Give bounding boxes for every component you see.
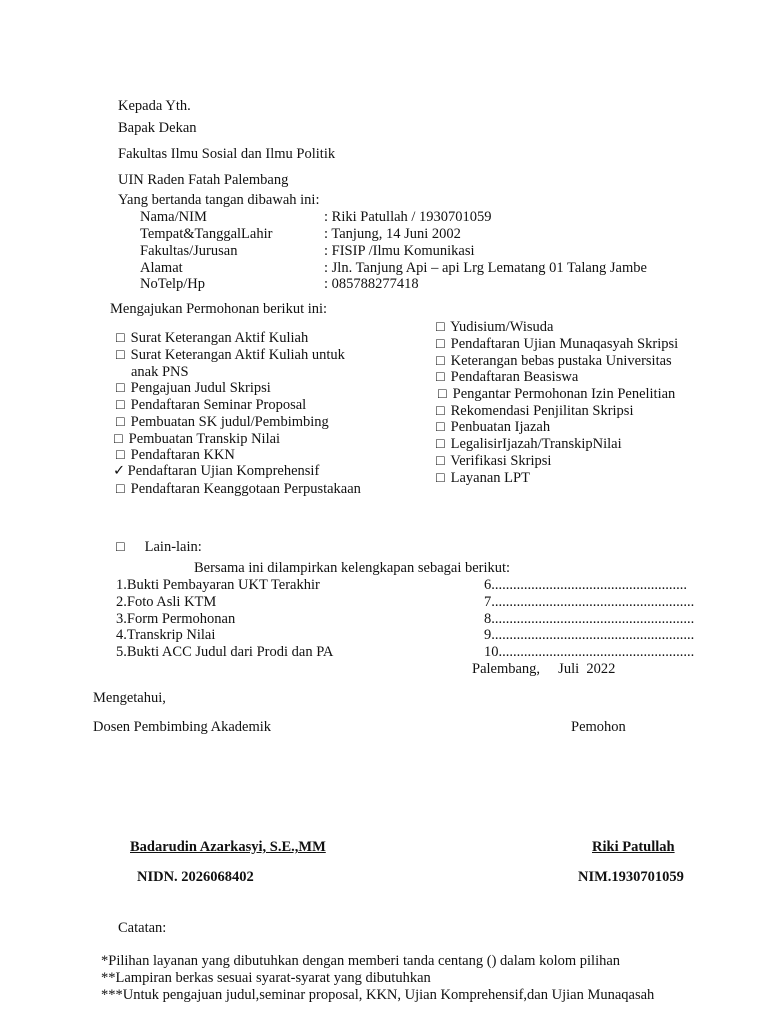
addressee-line-4: UIN Raden Fatah Palembang <box>118 172 289 188</box>
option-label: Pengantar Permohonan Izin Penelitian <box>452 386 676 402</box>
attachment-blank[interactable]: 10...................................................... <box>484 644 695 660</box>
checkbox-icon[interactable]: □ <box>116 539 125 555</box>
addressee-line-1: Kepada Yth. <box>118 98 191 114</box>
option-label: Pendaftaran Ujian Munaqasyah Skripsi <box>450 336 679 352</box>
option-item[interactable] <box>114 431 280 448</box>
attachment-item: 3.Form Permohonan <box>116 611 236 627</box>
identity-value: : Riki Patullah / 1930701059 <box>324 209 492 225</box>
option-item[interactable] <box>116 414 329 431</box>
check-mark-icon[interactable]: ✓ <box>113 463 126 479</box>
checkbox-icon[interactable]: □ <box>436 353 445 369</box>
option-item[interactable] <box>438 386 675 403</box>
checkbox-icon[interactable]: □ <box>436 336 445 352</box>
option-label: Surat Keterangan Aktif Kuliah untuk <box>130 347 345 363</box>
checkbox-icon[interactable]: □ <box>436 453 445 469</box>
identity-label: Fakultas/Jurusan <box>140 243 238 259</box>
checkbox-icon[interactable]: □ <box>436 369 445 385</box>
checkbox-icon[interactable]: □ <box>116 447 125 463</box>
option-label: Penbuatan Ijazah <box>450 419 551 435</box>
checkbox-icon[interactable]: □ <box>116 414 125 430</box>
option-label: Pendaftaran KKN <box>130 447 235 463</box>
checkbox-icon[interactable]: □ <box>438 386 447 402</box>
option-label: Pendaftaran Keanggotaan Perpustakaan <box>130 481 361 497</box>
option-item[interactable] <box>116 397 306 414</box>
applicant-name: Riki Patullah <box>592 839 675 855</box>
option-item[interactable] <box>116 539 202 556</box>
addressee-line-3: Fakultas Ilmu Sosial dan Ilmu Politik <box>118 146 336 162</box>
attachment-blank[interactable]: 7........................................................ <box>484 594 695 610</box>
option-label-continued: anak PNS <box>131 364 189 380</box>
option-item[interactable] <box>436 453 551 470</box>
acknowledged-label: Mengetahui, <box>93 690 166 706</box>
attachment-item: 5.Bukti ACC Judul dari Prodi dan PA <box>116 644 334 660</box>
attachment-blank[interactable]: 9........................................................ <box>484 627 695 643</box>
note-item: *Pilihan layanan yang dibutuhkan dengan memberi tanda centang () dalam kolom pilihan <box>101 953 621 969</box>
identity-label: Tempat&TanggalLahir <box>140 226 273 242</box>
option-label: Pembuatan Transkip Nilai <box>128 431 281 447</box>
option-label: Lain-lain: <box>144 539 202 555</box>
option-label: Pendaftaran Beasiswa <box>450 369 579 385</box>
option-label: Pembuatan SK judul/Pembimbing <box>130 414 329 430</box>
checkbox-icon[interactable]: □ <box>436 436 445 452</box>
checkbox-icon[interactable]: □ <box>436 419 445 435</box>
option-item[interactable] <box>436 369 578 386</box>
option-item[interactable] <box>436 336 678 353</box>
identity-label: Alamat <box>140 260 183 276</box>
identity-value: : Tanjung, 14 Juni 2002 <box>324 226 461 242</box>
identity-value: : Jln. Tanjung Api – api Lrg Lematang 01 Talang Jambe <box>324 260 647 276</box>
identity-label: Nama/NIM <box>140 209 207 225</box>
option-label: LegalisirIjazah/TranskipNilai <box>450 436 622 452</box>
option-label: Pendaftaran Seminar Proposal <box>130 397 307 413</box>
option-item[interactable] <box>436 403 633 420</box>
option-item[interactable] <box>436 470 530 487</box>
attachment-item: 1.Bukti Pembayaran UKT Terakhir <box>116 577 320 593</box>
option-label: Verifikasi Skripsi <box>450 453 552 469</box>
checkbox-icon[interactable]: □ <box>114 431 123 447</box>
option-label: Pendaftaran Ujian Komprehensif <box>127 463 320 479</box>
advisor-id: NIDN. 2026068402 <box>137 869 254 885</box>
intro-text: Yang bertanda tangan dibawah ini: <box>118 192 320 208</box>
option-item[interactable] <box>116 481 361 498</box>
attachment-blank[interactable]: 8........................................................ <box>484 611 695 627</box>
option-label: Rekomendasi Penjilitan Skripsi <box>450 403 634 419</box>
option-item[interactable] <box>116 330 308 347</box>
advisor-role: Dosen Pembimbing Akademik <box>93 719 272 735</box>
option-label: Pengajuan Judul Skripsi <box>130 380 271 396</box>
option-item[interactable] <box>436 419 550 436</box>
identity-value: : FISIP /Ilmu Komunikasi <box>324 243 475 259</box>
request-heading: Mengajukan Permohonan berikut ini: <box>110 301 328 317</box>
option-label: Yudisium/Wisuda <box>450 319 554 335</box>
option-item[interactable] <box>116 347 345 364</box>
notes-heading: Catatan: <box>118 920 167 936</box>
checkbox-icon[interactable]: □ <box>436 403 445 419</box>
option-item[interactable] <box>116 447 235 464</box>
option-item[interactable] <box>436 353 672 370</box>
note-item: **Lampiran berkas sesuai syarat-syarat yang dibutuhkan <box>101 970 431 986</box>
checkbox-icon[interactable]: □ <box>116 397 125 413</box>
option-item[interactable] <box>436 319 553 336</box>
checkbox-icon[interactable]: □ <box>116 380 125 396</box>
applicant-role: Pemohon <box>571 719 626 735</box>
option-label: Keterangan bebas pustaka Universitas <box>450 353 672 369</box>
option-item[interactable] <box>436 436 622 453</box>
option-label: Layanan LPT <box>450 470 530 486</box>
checkbox-icon[interactable]: □ <box>436 470 445 486</box>
attachment-blank[interactable]: 6...................................................... <box>484 577 687 593</box>
checkbox-icon[interactable]: □ <box>116 347 125 363</box>
attachment-item: 4.Transkrip Nilai <box>116 627 216 643</box>
attachments-heading: Bersama ini dilampirkan kelengkapan sebagai berikut: <box>194 560 511 576</box>
checkbox-icon[interactable]: □ <box>116 330 125 346</box>
option-item[interactable] <box>116 380 271 397</box>
place-date: Palembang, Juli 2022 <box>472 661 616 677</box>
checkbox-icon[interactable]: □ <box>436 319 445 335</box>
note-item: ***Untuk pengajuan judul,seminar proposal, KKN, Ujian Komprehensif,dan Ujian Munaqasah <box>101 987 655 1003</box>
option-item[interactable] <box>113 463 319 480</box>
advisor-name: Badarudin Azarkasyi, S.E.,MM <box>130 839 326 855</box>
addressee-line-2: Bapak Dekan <box>118 120 197 136</box>
identity-value: : 085788277418 <box>324 276 419 292</box>
checkbox-icon[interactable]: □ <box>116 481 125 497</box>
attachment-item: 2.Foto Asli KTM <box>116 594 217 610</box>
applicant-id: NIM.1930701059 <box>578 869 684 885</box>
option-label: Surat Keterangan Aktif Kuliah <box>130 330 309 346</box>
identity-label: NoTelp/Hp <box>140 276 206 292</box>
